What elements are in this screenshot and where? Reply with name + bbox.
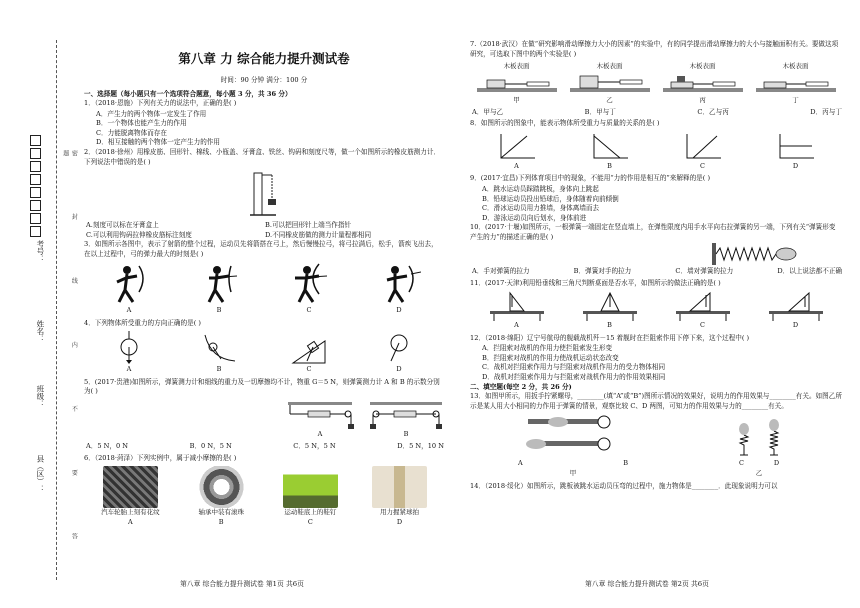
tennis-player-photo: [372, 466, 427, 508]
wrench-figure: [518, 415, 628, 478]
question-3: 3．如图所示各图中，表示了射箭的整个过程，运动员先将箭搭在弓上，然后慢慢拉弓，将弓拉满后，松手，箭疾飞出去，在以上过程中，弓的弹力最大的时刻是( ): [84, 240, 438, 258]
exam-meta: 时间：90 分钟 满分：100 分: [220, 76, 308, 85]
q13-label-jia: 甲: [569, 468, 577, 477]
q7-option-a: A．甲与乙: [472, 107, 504, 116]
question-5: 5．(2017·贵港)如图所示，弹簧测力计和细线的重力及一切摩擦均不计，物重 G＝5 N，则弹簧测力计 A 和 B 的示数分别为( ): [84, 377, 440, 396]
graph-a: [497, 132, 537, 171]
question-1: 1．（2018·恩施）下列有关力的说法中，正确的是( ): [84, 99, 237, 108]
q6-label-b: B: [218, 517, 224, 526]
q9-option-b: B．铅球运动员投出铅球后，身体随着向前倾倒: [482, 194, 619, 203]
bearing-photo: [194, 466, 249, 508]
q7-option-b: B．甲与丁: [584, 107, 616, 116]
plumb-line-figures: [470, 291, 842, 330]
question-8: 8．如图所示的图象中，能表示物体所受重力与质量的关系的是( ): [470, 119, 660, 128]
cleat-shoe-photo: [283, 466, 338, 508]
experiment-figure-1: [477, 62, 557, 105]
question-7: 7.（2018·武汉）在做“研究影响滑动摩擦力大小的因素”的实验中，有的同学提出滑动摩擦力的大小与接触面积有关。要做这项研究，可选取下图中的两个实验是( ): [470, 40, 839, 58]
binding-margin: [0, 0, 78, 608]
question-13: 13．如图甲所示，用扳手拧紧螺母，________(填“A”或“B”)图所示情况的效果好，说明力的作用效果与________有关。如图乙所示是某人用大小相同的力作用于弹簧的情景，观察比较 C、D 两图，可知力的作用效果与力的________有关。: [470, 392, 842, 410]
question-6: 6．（2018·菏泽）下列实例中，属于减小摩擦的是( ): [84, 453, 237, 462]
gravity-figure-a: [111, 331, 147, 374]
q11-label-c: C: [700, 321, 705, 330]
q5-option-d: D．5 N，10 N: [397, 442, 444, 451]
graph-d: [776, 132, 816, 171]
q7-surface-label-2: 木板表面: [596, 62, 623, 71]
q4-label-b: B: [216, 365, 222, 374]
plumb-figure-c: [676, 291, 730, 330]
q5-option-a: A．5 N，0 N: [86, 442, 129, 451]
q10-option-a: A．手对弹簧的拉力: [472, 267, 530, 276]
rubber-band-meter-figure: [84, 169, 444, 219]
gravity-mass-graphs: [470, 132, 842, 171]
q4-label-c: C: [306, 365, 312, 374]
exam-number-label: 考号：: [35, 240, 45, 263]
graph-b: [590, 132, 630, 171]
page-2-footer: 第八章 综合能力提升测试卷 第2页 共6页: [585, 580, 709, 588]
q2-option-b: B.可以把回形针上端当作指针: [265, 221, 352, 230]
q3-label-d: D: [396, 306, 402, 315]
q1-option-b: B．一个物体也能产生力的作用: [96, 119, 187, 128]
q6-label-a: A: [127, 517, 133, 526]
spring-scale-figures: [84, 400, 444, 439]
question-2: 2．（2018·徐州）用橡皮筋、回形针、棉线、小瓶盖、牙膏盒、铁丝、钩码和刻度尺等，做一个如图所示的橡皮筋测力计．下列说法中错误的是( ): [84, 147, 441, 166]
seal-text: 密 封 线 内 不 要 答 题: [61, 150, 78, 568]
photo-bearing: [194, 466, 249, 527]
photo-tire: [101, 466, 160, 527]
q7-surface-label-4: 木板表面: [782, 62, 809, 71]
q6-caption-a: 汽车轮胎上刻有花纹: [101, 508, 160, 517]
q5-option-b: B．0 N，5 N: [189, 442, 232, 451]
q1-option-c: C．力能脱离物体而存在: [96, 128, 167, 137]
q4-label-d: D: [396, 365, 402, 374]
archer-figure-b: [197, 262, 241, 315]
q7-sub-label-jia: 甲: [513, 95, 520, 104]
q6-label-c: C: [307, 517, 313, 526]
q13-label-d: D: [773, 459, 780, 468]
class-label: 班级：: [35, 385, 45, 408]
q12-option-a: A．拦阻索对战机的作用力使拦阻索发生形变: [482, 344, 613, 353]
gravity-direction-figures: [84, 331, 444, 374]
q11-label-a: A: [514, 321, 519, 330]
q13-label-c: C: [738, 459, 744, 468]
gravity-figure-c: [291, 331, 327, 374]
plumb-figure-b: [583, 291, 637, 330]
plumb-figure-a: [490, 291, 544, 330]
county-label: 县（区）：: [35, 455, 45, 493]
q12-option-b: B．拦阻索对战机的作用力使战机运动状态改变: [482, 353, 619, 362]
q6-label-d: D: [396, 517, 403, 526]
q9-option-d: D．游泳运动员向后划水，身体前进: [482, 213, 587, 222]
spring-scale-figure-b: [368, 400, 444, 439]
q9-option-c: C．滑冰运动员用力推墙，身体离墙而去: [482, 204, 600, 213]
q1-option-a: A．产生力的两个物体一定发生了作用: [96, 109, 207, 118]
question-9: 9．(2017·宜昌)下列体育项目中的现象，不能用“力的作用是相互的”来解释的是( ): [470, 174, 711, 183]
q10-option-c: C．墙对弹簧的拉力: [675, 267, 734, 276]
seal-line: [56, 40, 57, 580]
photo-shoe: [283, 466, 338, 527]
spring-press-figure: [724, 415, 794, 478]
q2-option-d: D.不同橡皮筋做的测力计量程都相同: [265, 230, 372, 239]
q13-label-b: B: [623, 459, 628, 468]
graph-c: [683, 132, 723, 171]
q7-sub-label-yi: 乙: [606, 95, 613, 104]
q12-option-c: C．战机对拦阻索作用力与拦阻索对战机作用力的受力物体相同: [482, 363, 666, 372]
archery-figures: [84, 262, 444, 315]
page-title: 第八章 力 综合能力提升测试卷: [178, 51, 350, 66]
tire-photo: [103, 466, 158, 508]
q7-surface-label-1: 木板表面: [503, 62, 530, 71]
exam-number-boxes[interactable]: [30, 135, 41, 237]
q7-surface-label-3: 木板表面: [689, 62, 716, 71]
plumb-figure-d: [769, 291, 823, 330]
question-12: 12．（2018·绵阳）辽宁号航母的舰载战机歼－15 着舰时在拦阻索作用下停下来，这个过程中( ): [470, 333, 750, 342]
archer-figure-d: [377, 262, 421, 315]
q13-label-yi: 乙: [755, 468, 763, 477]
q9-option-a: A．跳水运动员踩踏跳板，身体向上跳起: [482, 185, 599, 193]
q3-label-a: A: [126, 306, 132, 315]
spring-scale-figure-a: [286, 400, 354, 439]
q5-option-c: C．5 N，5 N: [293, 442, 336, 451]
q8-label-b: B: [607, 162, 612, 171]
page-1-footer: 第八章 综合能力提升测试卷 第1页 共6页: [180, 580, 304, 588]
experiment-figure-3: [663, 62, 743, 105]
q10-option-b: B．弹簧对手的拉力: [573, 267, 632, 276]
q8-label-d: D: [792, 162, 799, 171]
photo-racket: [372, 466, 427, 527]
q11-label-b: B: [607, 321, 612, 330]
q8-label-a: A: [514, 162, 519, 171]
archer-figure-a: [107, 262, 151, 315]
q10-option-d: D．以上说法都不正确: [777, 267, 842, 276]
q7-sub-label-bing: 丙: [699, 95, 706, 104]
q7-option-d: D．丙与丁: [810, 107, 842, 116]
q12-option-d: D．战机对拦阻索作用力与拦阻索对战机作用力的作用效果相同: [482, 372, 666, 381]
q3-label-b: B: [216, 306, 222, 315]
gravity-figure-b: [201, 331, 237, 374]
q6-caption-b: 轴承中装有滚珠: [198, 508, 244, 517]
name-label: 姓名：: [35, 320, 45, 343]
q2-option-c: C.可以利用钩码拉伸橡皮筋标注刻度: [86, 230, 192, 239]
q4-label-a: A: [126, 365, 132, 374]
q11-label-d: D: [792, 321, 799, 330]
question-11: 11．(2017·天津)利用铅垂线和三角尺判断桌面是否水平，如图所示的做法正确的是( ): [470, 278, 721, 287]
q1-option-d: D．相互接触的两个物体一定产生力的作用: [96, 138, 220, 147]
q7-option-c: C．乙与丙: [697, 107, 729, 116]
friction-experiment-figures: [470, 62, 842, 105]
question-4: 4．下列物体所受重力的方向正确的是( ): [84, 318, 201, 327]
section-heading-choice: 一、选择题（每小题只有一个选项符合题意，每小题 3 分，共 36 分）: [84, 89, 292, 98]
page-1: [84, 30, 444, 530]
page-2: [470, 40, 842, 493]
q13-label-a: A: [518, 459, 523, 468]
q2-option-a: A.刻度可以标在牙膏盒上: [86, 221, 159, 230]
gravity-figure-d: [381, 331, 417, 374]
experiment-figure-4: [756, 62, 836, 105]
q5-label-a: A: [317, 429, 323, 438]
experiment-figure-2: [570, 62, 650, 105]
spring-wall-figure: [470, 243, 842, 265]
q6-caption-d: 用力握紧球拍: [379, 508, 419, 517]
q8-label-c: C: [700, 162, 705, 171]
q6-caption-c: 运动鞋底上的鞋钉: [284, 508, 337, 517]
question-10: 10．(2017·十堰)如图所示，一根弹簧一端固定在竖直墙上，在弹性限度内用手水平向右拉弹簧的另一端，下列有关“弹簧形变产生的力”的描述正确的是( ): [470, 223, 836, 241]
friction-photos: [84, 466, 444, 527]
question-14: 14．（2018·绥化）如图所示，跳板被跳水运动员压弯的过程中，施力物体是________．此现象说明力可以: [470, 482, 778, 491]
q5-label-b: B: [403, 429, 409, 438]
q7-sub-label-ding: 丁: [792, 95, 799, 104]
q3-label-c: C: [306, 306, 312, 315]
wrench-spring-figures: [470, 415, 842, 478]
section-heading-fill: 二、填空题(每空 2 分，共 26 分): [470, 382, 572, 391]
archer-figure-c: [287, 262, 331, 315]
